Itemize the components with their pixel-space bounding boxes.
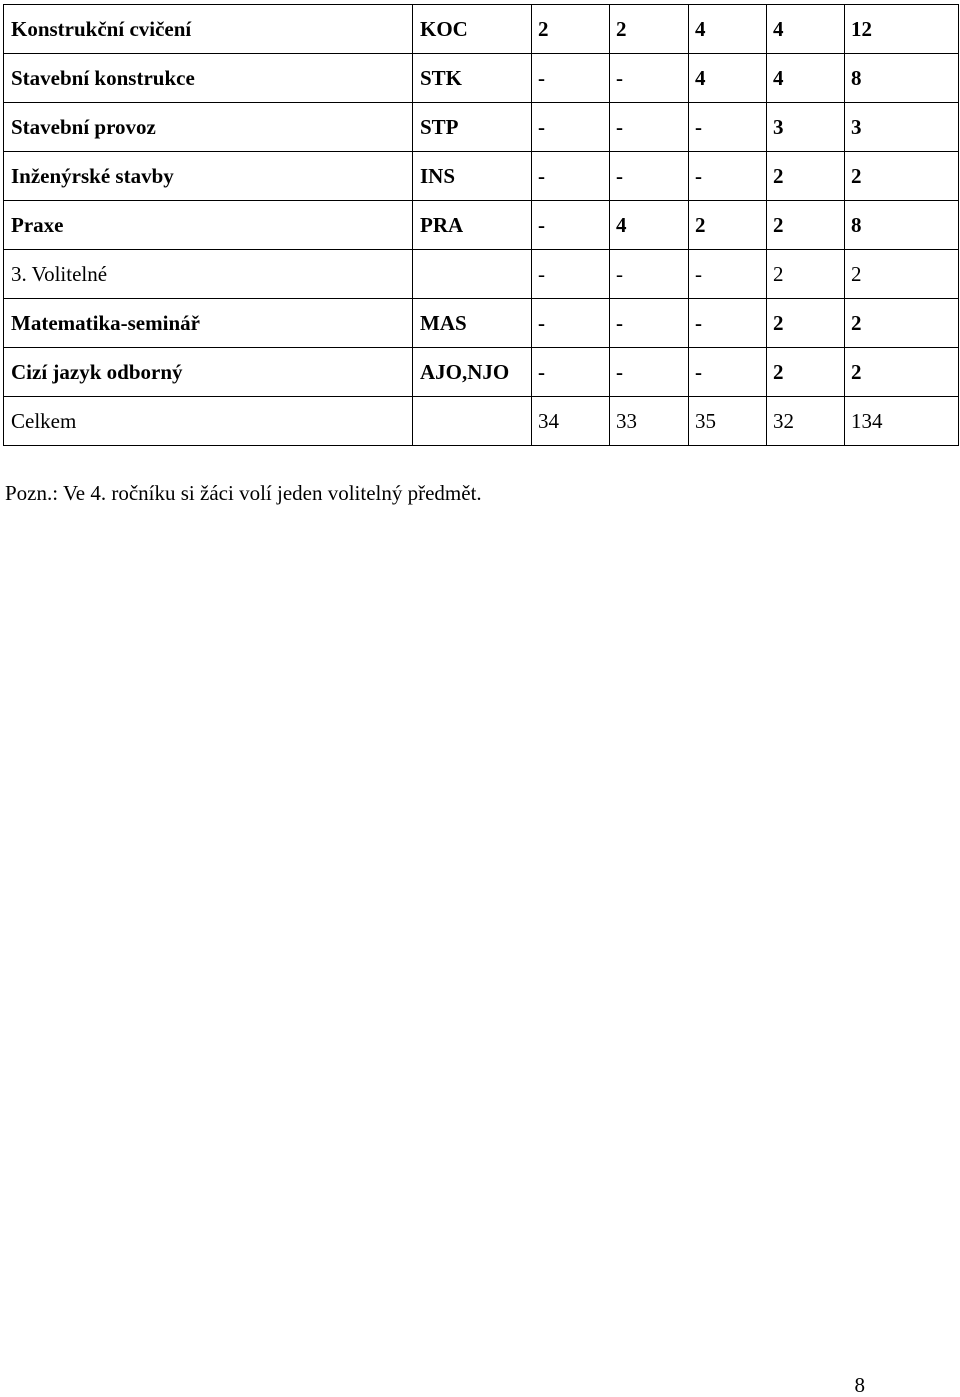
- year4-cell: 4: [767, 54, 845, 103]
- subject-cell: Matematika-seminář: [4, 299, 413, 348]
- subject-cell: Praxe: [4, 201, 413, 250]
- code-cell: [413, 397, 532, 446]
- code-cell: STP: [413, 103, 532, 152]
- footnote: Pozn.: Ve 4. ročníku si žáci volí jeden volitelný předmět.: [5, 481, 482, 505]
- year4-cell: 2: [767, 201, 845, 250]
- subject-cell: Stavební konstrukce: [4, 54, 413, 103]
- code-cell: AJO,NJO: [413, 348, 532, 397]
- year3-cell: 4: [689, 5, 767, 54]
- year1-cell: -: [532, 250, 610, 299]
- curriculum-table: [3, 4, 959, 446]
- year2-cell: -: [610, 103, 689, 152]
- year2-cell: 33: [610, 397, 689, 446]
- year3-cell: 35: [689, 397, 767, 446]
- table-row: [4, 5, 959, 54]
- total-cell: 2: [845, 299, 959, 348]
- table-row: [4, 201, 959, 250]
- subject-cell: Celkem: [4, 397, 413, 446]
- table-row: [4, 250, 959, 299]
- total-cell: 2: [845, 152, 959, 201]
- year2-cell: 4: [610, 201, 689, 250]
- total-cell: 2: [845, 348, 959, 397]
- year2-cell: -: [610, 299, 689, 348]
- year3-cell: -: [689, 152, 767, 201]
- year2-cell: -: [610, 152, 689, 201]
- year3-cell: -: [689, 348, 767, 397]
- year2-cell: -: [610, 250, 689, 299]
- total-cell: 2: [845, 250, 959, 299]
- subject-cell: Stavební provoz: [4, 103, 413, 152]
- code-cell: INS: [413, 152, 532, 201]
- code-cell: PRA: [413, 201, 532, 250]
- year1-cell: -: [532, 348, 610, 397]
- subject-cell: Konstrukční cvičení: [4, 5, 413, 54]
- year2-cell: -: [610, 348, 689, 397]
- year3-cell: -: [689, 250, 767, 299]
- year1-cell: -: [532, 103, 610, 152]
- table-row: [4, 299, 959, 348]
- year4-cell: 32: [767, 397, 845, 446]
- total-cell: 134: [845, 397, 959, 446]
- code-cell: MAS: [413, 299, 532, 348]
- code-cell: STK: [413, 54, 532, 103]
- subject-cell: Inženýrské stavby: [4, 152, 413, 201]
- year3-cell: 2: [689, 201, 767, 250]
- year4-cell: 4: [767, 5, 845, 54]
- total-cell: 8: [845, 54, 959, 103]
- page-number: 8: [854, 1373, 865, 1397]
- year3-cell: 4: [689, 54, 767, 103]
- table-row: [4, 348, 959, 397]
- year2-cell: 2: [610, 5, 689, 54]
- subject-cell: 3. Volitelné: [4, 250, 413, 299]
- code-cell: KOC: [413, 5, 532, 54]
- year4-cell: 2: [767, 299, 845, 348]
- year2-cell: -: [610, 54, 689, 103]
- total-cell: 8: [845, 201, 959, 250]
- year3-cell: -: [689, 299, 767, 348]
- total-cell: 12: [845, 5, 959, 54]
- year1-cell: 34: [532, 397, 610, 446]
- table-row-total: [4, 397, 959, 446]
- year4-cell: 2: [767, 152, 845, 201]
- year3-cell: -: [689, 103, 767, 152]
- curriculum-table-body: [4, 5, 959, 446]
- year1-cell: -: [532, 201, 610, 250]
- table-row: [4, 103, 959, 152]
- year4-cell: 2: [767, 250, 845, 299]
- total-cell: 3: [845, 103, 959, 152]
- year1-cell: 2: [532, 5, 610, 54]
- table-row: [4, 54, 959, 103]
- code-cell: [413, 250, 532, 299]
- year4-cell: 2: [767, 348, 845, 397]
- year1-cell: -: [532, 299, 610, 348]
- year1-cell: -: [532, 152, 610, 201]
- year1-cell: -: [532, 54, 610, 103]
- year4-cell: 3: [767, 103, 845, 152]
- table-row: [4, 152, 959, 201]
- subject-cell: Cizí jazyk odborný: [4, 348, 413, 397]
